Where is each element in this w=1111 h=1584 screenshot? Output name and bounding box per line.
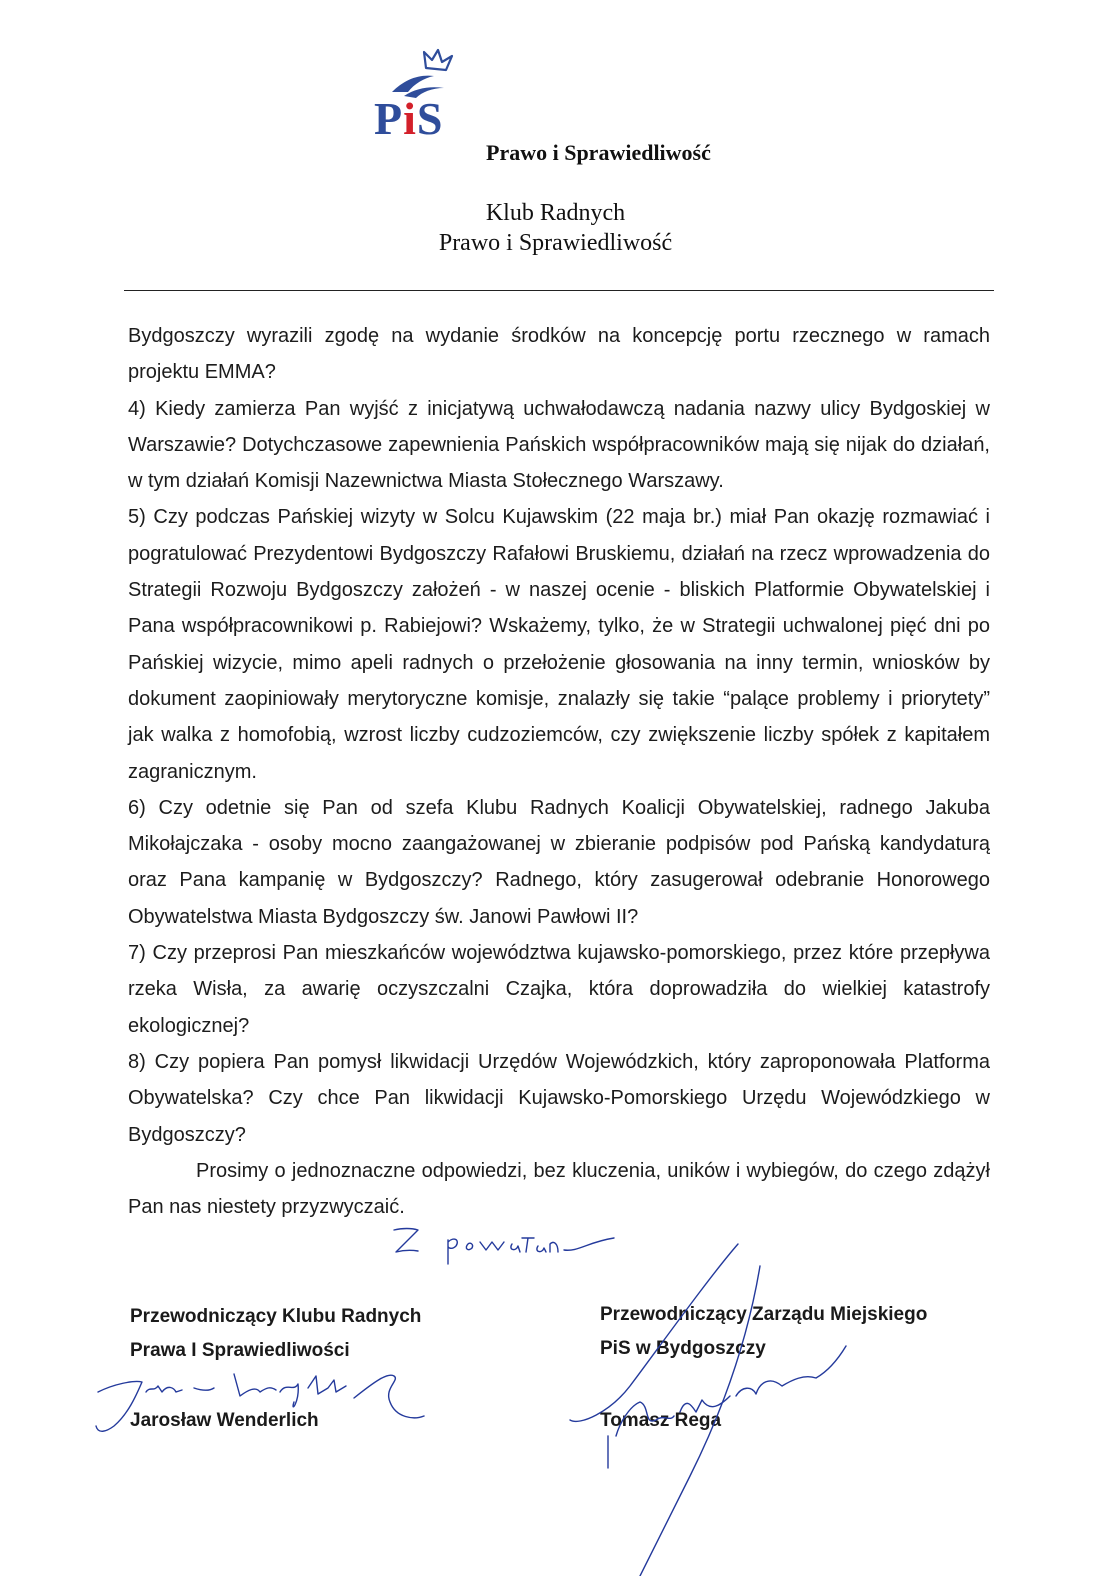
party-name: Prawo i Sprawiedliwość — [486, 140, 711, 165]
signature-right-title-2: PiS w Bydgoszczy — [600, 1338, 766, 1359]
paragraph-question-6: 6) Czy odetnie się Pan od szefa Klubu Radnych Koalicji Obywatelskiej, radnego Jakuba Mikołajczaka - osoby mocno zaangażowanej w zbieranie podpisów pod Pańską kandydaturą oraz Pana kampanię w Bydgoszczy? Radnego, który zasugerował odebranie Honorowego Obywatelstwa Miasta Bydgoszczy św. Janowi Pawłowi II? — [128, 796, 990, 928]
paragraph-question-8: 8) Czy popiera Pan pomysł likwidacji Urzędów Wojewódzkich, który zaproponowała Platforma Obywatelska? Czy chce Pan likwidacji Kujawsko-Pomorskiego Urzędu Wojewódzkiego w Bydgoszczy? — [128, 1050, 990, 1146]
signature-block-left — [130, 1300, 421, 1368]
paragraph-question-4: 4) Kiedy zamierza Pan wyjść z inicjatywą uchwałodawczą nadania nazwy ulicy Bydgoskiej w Warszawie? Dotychczasowe zapewnienia Pańskich współpracowników mają się nijak do działań, w tym działań Komisji Nazewnictwa Miasta Stołecznego Warszawy. — [128, 397, 990, 493]
paragraph-question-5: 5) Czy podczas Pańskiej wizyty w Solcu Kujawskim (22 maja br.) miał Pan okazję rozmawiać i pogratulować Prezydentowi Bydgoszczy Rafałowi Bruskiemu, działań na rzecz wprowadzenia do Strategii Rozwoju Bydgoszczy założeń - w naszej ocenie - bliskich Platformie Obywatelskiej i Pana współpracownikowi p. Rabiejowi? Wskażemy, tylko, że w Strategii uchwalonej pięć dni po Pańskiej wizycie, mimo apeli radnych o przełożenie głosowania na inny termin, wniosków by dokument zaopiniowały merytoryczne komisje, znalazły się takie “palące problemy i priorytety” jak walka z homofobią, wzrost liczby cudzoziemców, czy zwiększenie liczby spółek z kapitałem zagranicznym. — [128, 506, 990, 783]
paragraph-continuation: Bydgoszczy wyrazili zgodę na wydanie środków na koncepcję portu rzecznego w ramach projektu EMMA? — [128, 325, 990, 384]
signature-right-name: Tomasz Rega — [600, 1410, 722, 1431]
signature-left — [84, 1362, 444, 1442]
signature-left-title-2: Prawa I Sprawiedliwości — [130, 1340, 350, 1361]
logo-letter-i: i — [403, 93, 417, 144]
logo-letters — [374, 94, 470, 144]
signature-left-name: Jarosław Wenderlich — [130, 1410, 319, 1431]
signature-right-title-1: Przewodniczący Zarządu Miejskiego — [600, 1304, 928, 1325]
club-title-line-2: Prawo i Sprawiedliwość — [438, 230, 673, 256]
signature-right — [560, 1236, 850, 1576]
logo-letter-p: P — [374, 93, 404, 144]
pis-logo — [374, 46, 470, 146]
paragraph-question-7: 7) Czy przeprosi Pan mieszkańców województwa kujawsko-pomorskiego, przez które przepływa rzeka Wisła, za awarię oczyszczalni Czajka, która doprowadziła do wielkiej katastrofy ekologicznej? — [128, 942, 990, 1037]
header-divider — [124, 290, 994, 291]
logo-letter-s: S — [416, 93, 444, 144]
letter-body — [128, 318, 990, 1225]
closing-paragraph: Prosimy o jednoznaczne odpowiedzi, bez kluczenia, uników i wybiegów, do czego zdążył Pan nas niestety przyzwyczaić. — [128, 1159, 990, 1219]
signature-left-title-1: Przewodniczący Klubu Radnych — [130, 1306, 422, 1327]
club-title-line-1: Klub Radnych — [485, 200, 626, 226]
